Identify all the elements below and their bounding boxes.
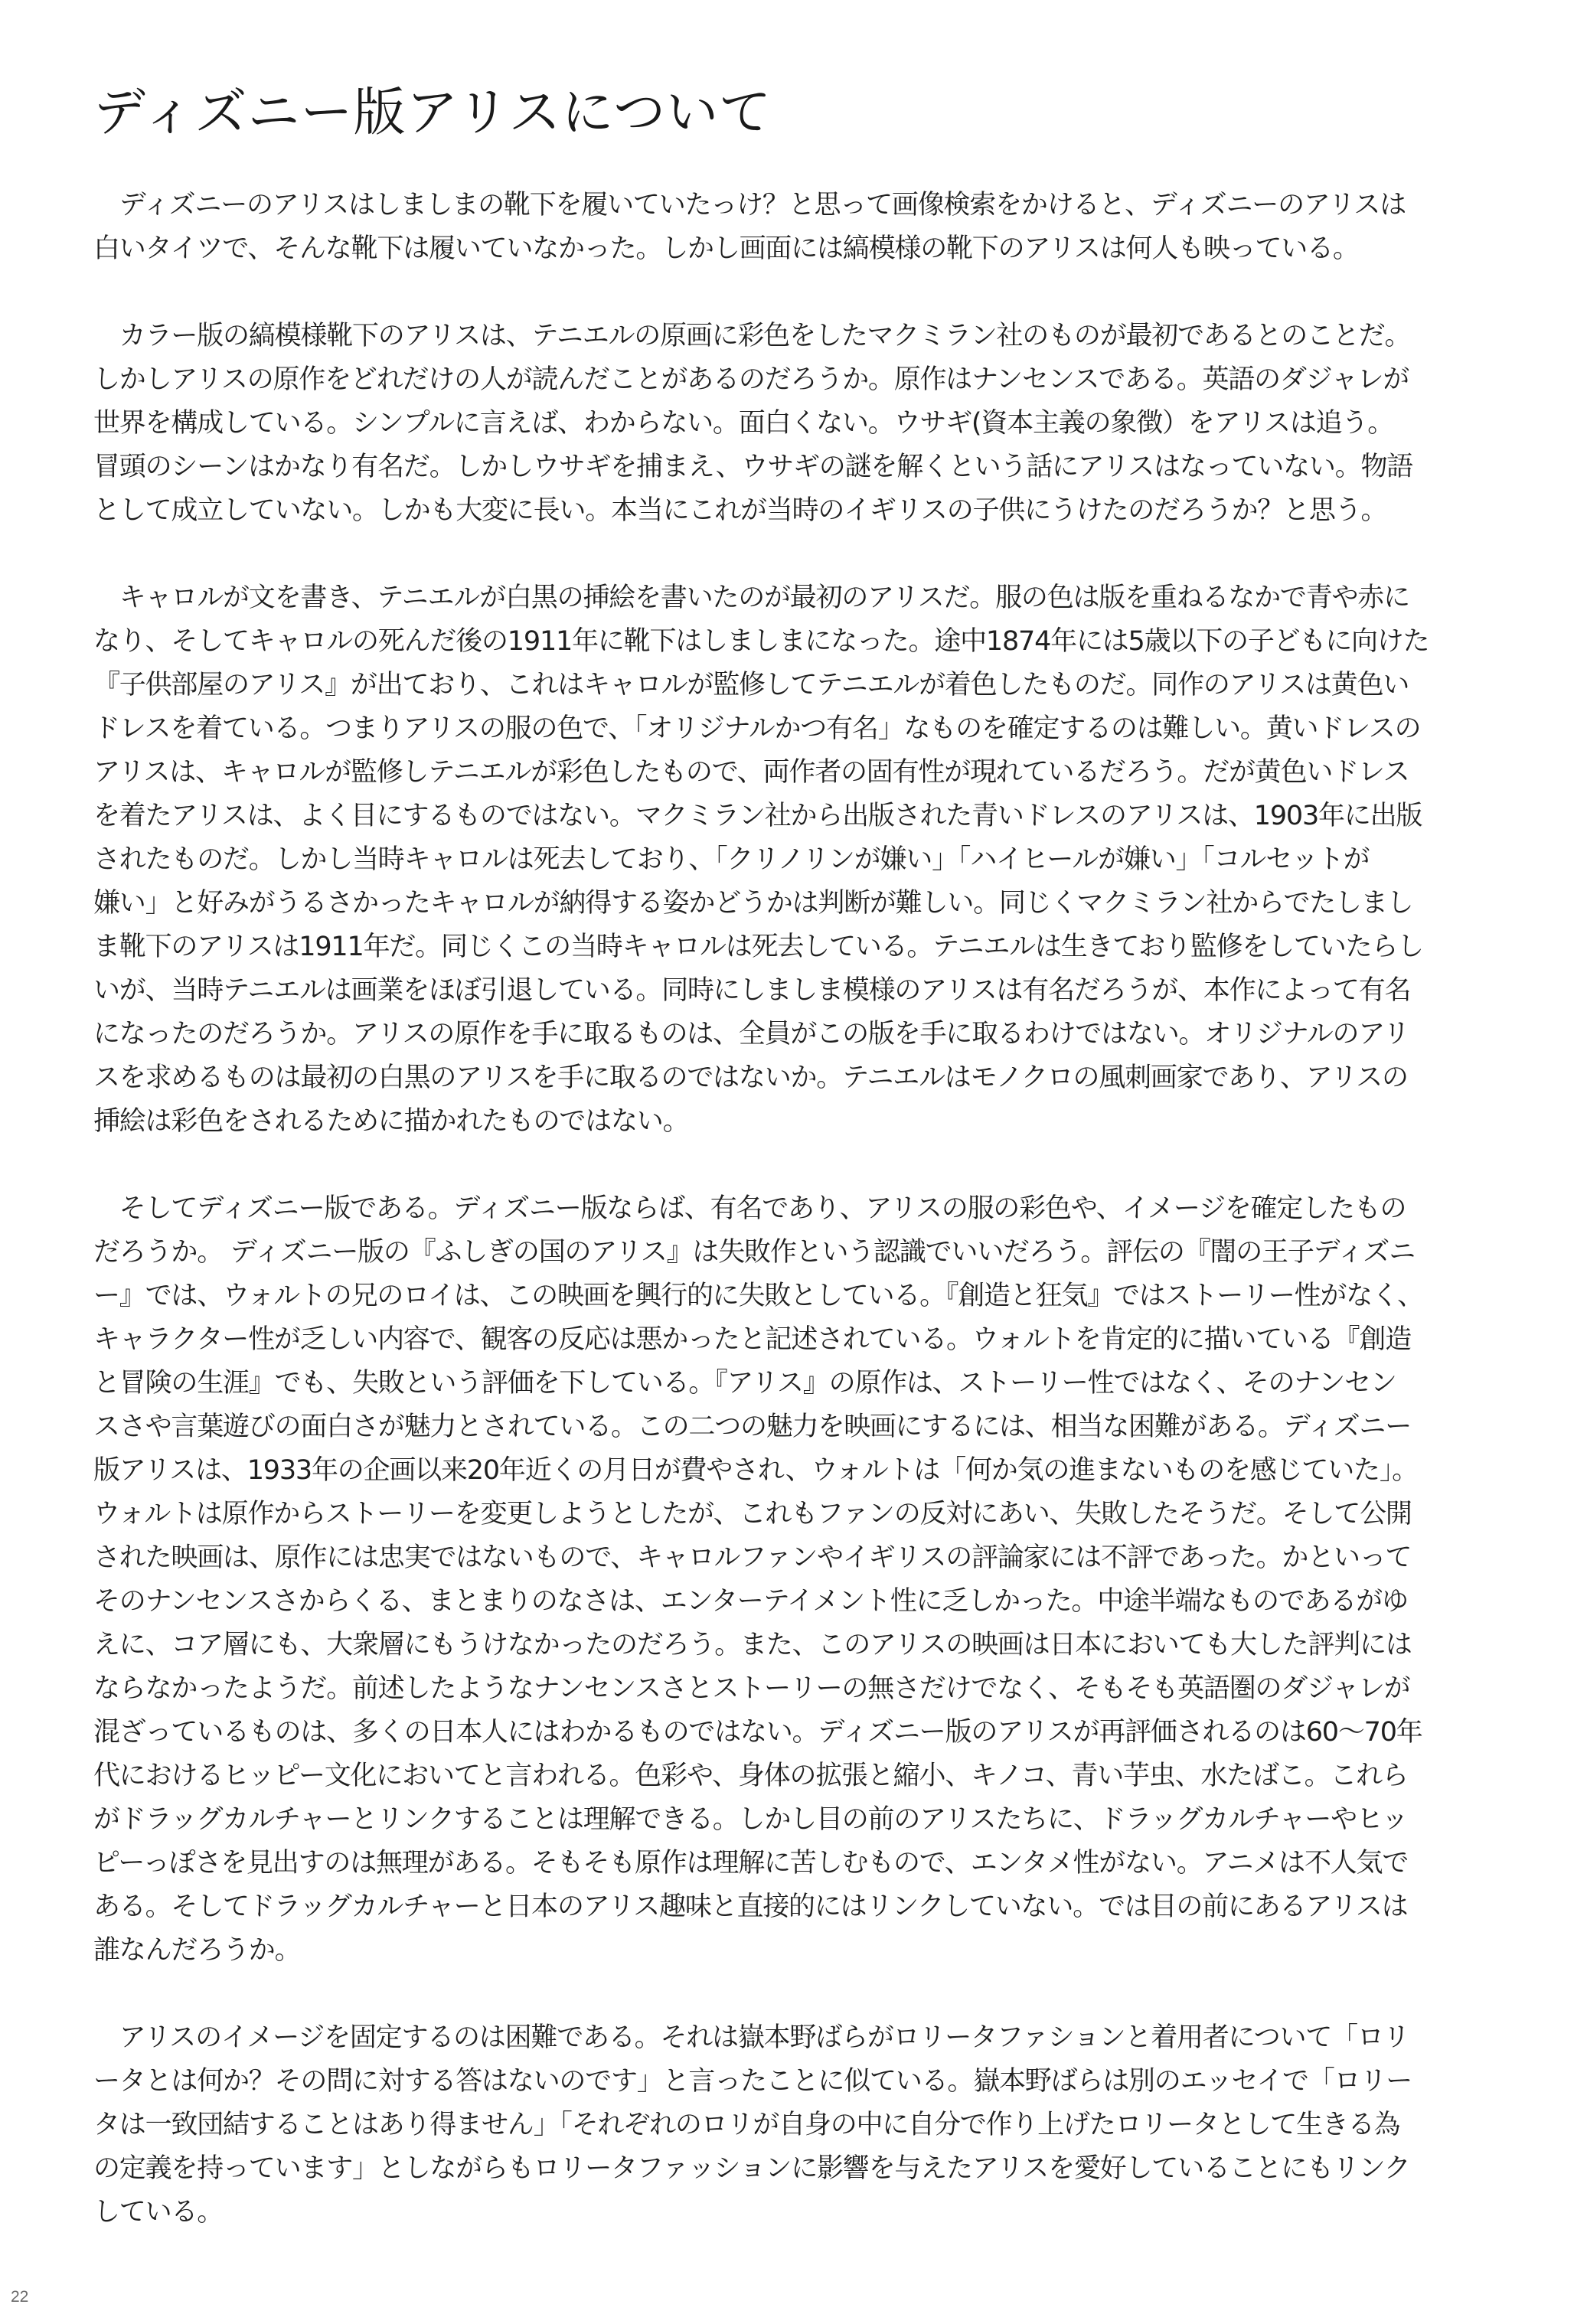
paragraph	[93, 184, 1494, 271]
paragraph	[93, 576, 1494, 1144]
text-line: を着たアリスは、よく目にするものではない。マクミラン社から出版された青いドレスのアリスは、1903年に出版	[93, 801, 1422, 831]
text-line: ータとは何か？その問に対する答はないのです」と言ったことに似ている。嶽本野ばらは別のエッセイで「ロリー	[93, 2066, 1412, 2097]
text-line: ドレスを着ている。つまりアリスの服の色で、「オリジナルかつ有名」なものを確定するのは難しい。黄いドレスの	[93, 713, 1421, 744]
text-line: されたものだ。しかし当時キャロルは死去しており、「クリノリンが嫌い」「ハイヒールが嫌い」「コルセットが	[93, 844, 1370, 875]
text-line: 版アリスは、1933年の企画以来20年近くの月日が費やされ、ウォルトは「何か気の進まないものを感じていた」。	[93, 1455, 1418, 1486]
text-line: ー』では、ウォルトの兄のロイは、この映画を興行的に失敗としている。『創造と狂気』ではストーリー性がなく、	[93, 1281, 1423, 1311]
text-line: しかしアリスの原作をどれだけの人が読んだことがあるのだろうか。原作はナンセンスである。英語のダジャレが	[93, 364, 1409, 395]
text-line: 誰なんだろうか。	[93, 1935, 301, 1966]
text-line: 冒頭のシーンはかなり有名だ。しかしウサギを捕まえ、ウサギの謎を解くという話にアリスはなっていない。物語	[93, 452, 1413, 482]
text-line: として成立していない。しかも大変に長い。本当にこれが当時のイギリスの子供にうけたのだろうか？と思う。	[93, 495, 1387, 526]
text-line: えに、コア層にも、大衆層にもうけなかったのだろう。また、このアリスの映画は日本においても大した評判には	[93, 1630, 1412, 1660]
text-line: ならなかったようだ。前述したようなナンセンスさとストーリーの無さだけでなく、そもそも英語圏のダジャレが	[93, 1673, 1410, 1704]
text-line: 『子供部屋のアリス』が出ており、これはキャロルが監修してテニエルが着色したものだ。同作のアリスは黄色い	[93, 670, 1409, 700]
text-line: スを求めるものは最初の白黒のアリスを手に取るのではないか。テニエルはモノクロの風刺画家であり、アリスの	[93, 1062, 1408, 1093]
text-line: の定義を持っています」としながらもロリータファッションに影響を与えたアリスを愛好していることにもリンク	[93, 2153, 1410, 2184]
text-line: アリスは、キャロルが監修しテニエルが彩色したもので、両作者の固有性が現れているだろう。だが黄色いドレス	[93, 757, 1409, 788]
text-line: カラー版の縞模様靴下のアリスは、テニエルの原画に彩色をしたマクミラン社のものが最初であるとのことだ。	[93, 321, 1411, 351]
page-number: 22	[11, 2288, 29, 2306]
text-line: 嫌い」と好みがうるさかったキャロルが納得する姿かどうかは判断が難しい。同じくマクミラン社からでたしまし	[93, 888, 1413, 919]
text-line: いが、当時テニエルは画業をほぼ引退している。同時にしましま模様のアリスは有名だろうが、本作によって有名	[93, 975, 1411, 1006]
text-line: ま靴下のアリスは1911年だ。同じくこの当時キャロルは死去している。テニエルは生きており監修をしていたらし	[93, 932, 1423, 962]
paragraph	[93, 315, 1494, 533]
text-line: がドラッグカルチャーとリンクすることは理解できる。しかし目の前のアリスたちに、ドラッグカルチャーやヒッ	[93, 1804, 1408, 1835]
text-line: 代におけるヒッピー文化においてと言われる。色彩や、身体の拡張と縮小、キノコ、青い芋虫、水たばこ。これら	[93, 1761, 1408, 1791]
paragraph	[93, 2016, 1494, 2234]
text-line: だろうか。 ディズニー版の『ふしぎの国のアリス』は失敗作という認識でいいだろう。評伝の『闇の王子ディズニ	[93, 1237, 1416, 1268]
text-line: そのナンセンスさからくる、まとまりのなさは、エンターテイメント性に乏しかった。中途半端なものであるがゆ	[93, 1586, 1408, 1617]
text-line: ピーっぽさを見出すのは無理がある。そもそも原作は理解に苦しむもので、エンタメ性がない。アニメは不人気で	[93, 1848, 1409, 1878]
text-line: なり、そしてキャロルの死んだ後の1911年に靴下はしましまになった。途中1874年には5歳以下の子どもに向けた	[93, 626, 1429, 657]
text-line: ウォルトは原作からストーリーを変更しようとしたが、これもファンの反対にあい、失敗したそうだ。そして公開	[93, 1499, 1412, 1529]
text-line: している。	[93, 2197, 224, 2228]
essay-body	[93, 184, 1494, 2278]
text-line: 挿絵は彩色をされるために描かれたものではない。	[93, 1106, 689, 1137]
text-line: ディズニーのアリスはしましまの靴下を履いていたっけ？と思って画像検索をかけると、ディズニーのアリスは	[93, 190, 1406, 220]
text-line: 世界を構成している。シンプルに言えば、わからない。面白くない。ウサギ(資本主義の象徴）をアリスは追う。	[93, 408, 1394, 439]
text-line: 白いタイツで、そんな靴下は履いていなかった。しかし画面には縞模様の靴下のアリスは何人も映っている。	[93, 233, 1359, 264]
text-line: キャラクター性が乏しい内容で、観客の反応は悪かったと記述されている。ウォルトを肯定的に描いている『創造	[93, 1324, 1412, 1355]
page-title: ディズニー版アリスについて	[93, 83, 772, 143]
text-line: そしてディズニー版である。ディズニー版ならば、有名であり、アリスの服の彩色や、イメージを確定したもの	[93, 1193, 1406, 1224]
text-line: と冒険の生涯』でも、失敗という評価を下している。『アリス』の原作は、ストーリー性ではなく、そのナンセン	[93, 1368, 1396, 1399]
text-line: スさや言葉遊びの面白さが魅力とされている。この二つの魅力を映画にするには、相当な困難がある。ディズニー	[93, 1412, 1412, 1442]
text-line: タは一致団結することはあり得ません」「それぞれのロリが自身の中に自分で作り上げたロリータとして生きる為	[93, 2110, 1400, 2140]
text-line: になったのだろうか。アリスの原作を手に取るものは、全員がこの版を手に取るわけではない。オリジナルのアリ	[93, 1019, 1409, 1049]
text-line: アリスのイメージを固定するのは困難である。それは嶽本野ばらがロリータファションと着用者について「ロリ	[93, 2022, 1409, 2053]
text-line: 混ざっているものは、多くの日本人にはわかるものではない。ディズニー版のアリスが再評価されるのは60〜70年	[93, 1717, 1422, 1748]
text-line: キャロルが文を書き、テニエルが白黒の挿絵を書いたのが最初のアリスだ。服の色は版を重ねるなかで青や赤に	[93, 583, 1409, 613]
text-line: ある。そしてドラッグカルチャーと日本のアリス趣味と直接的にはリンクしていない。では目の前にあるアリスは	[93, 1892, 1408, 1922]
paragraph	[93, 1187, 1494, 1973]
text-line: された映画は、原作には忠実ではないもので、キャロルファンやイギリスの評論家には不評であった。かといって	[93, 1542, 1412, 1573]
